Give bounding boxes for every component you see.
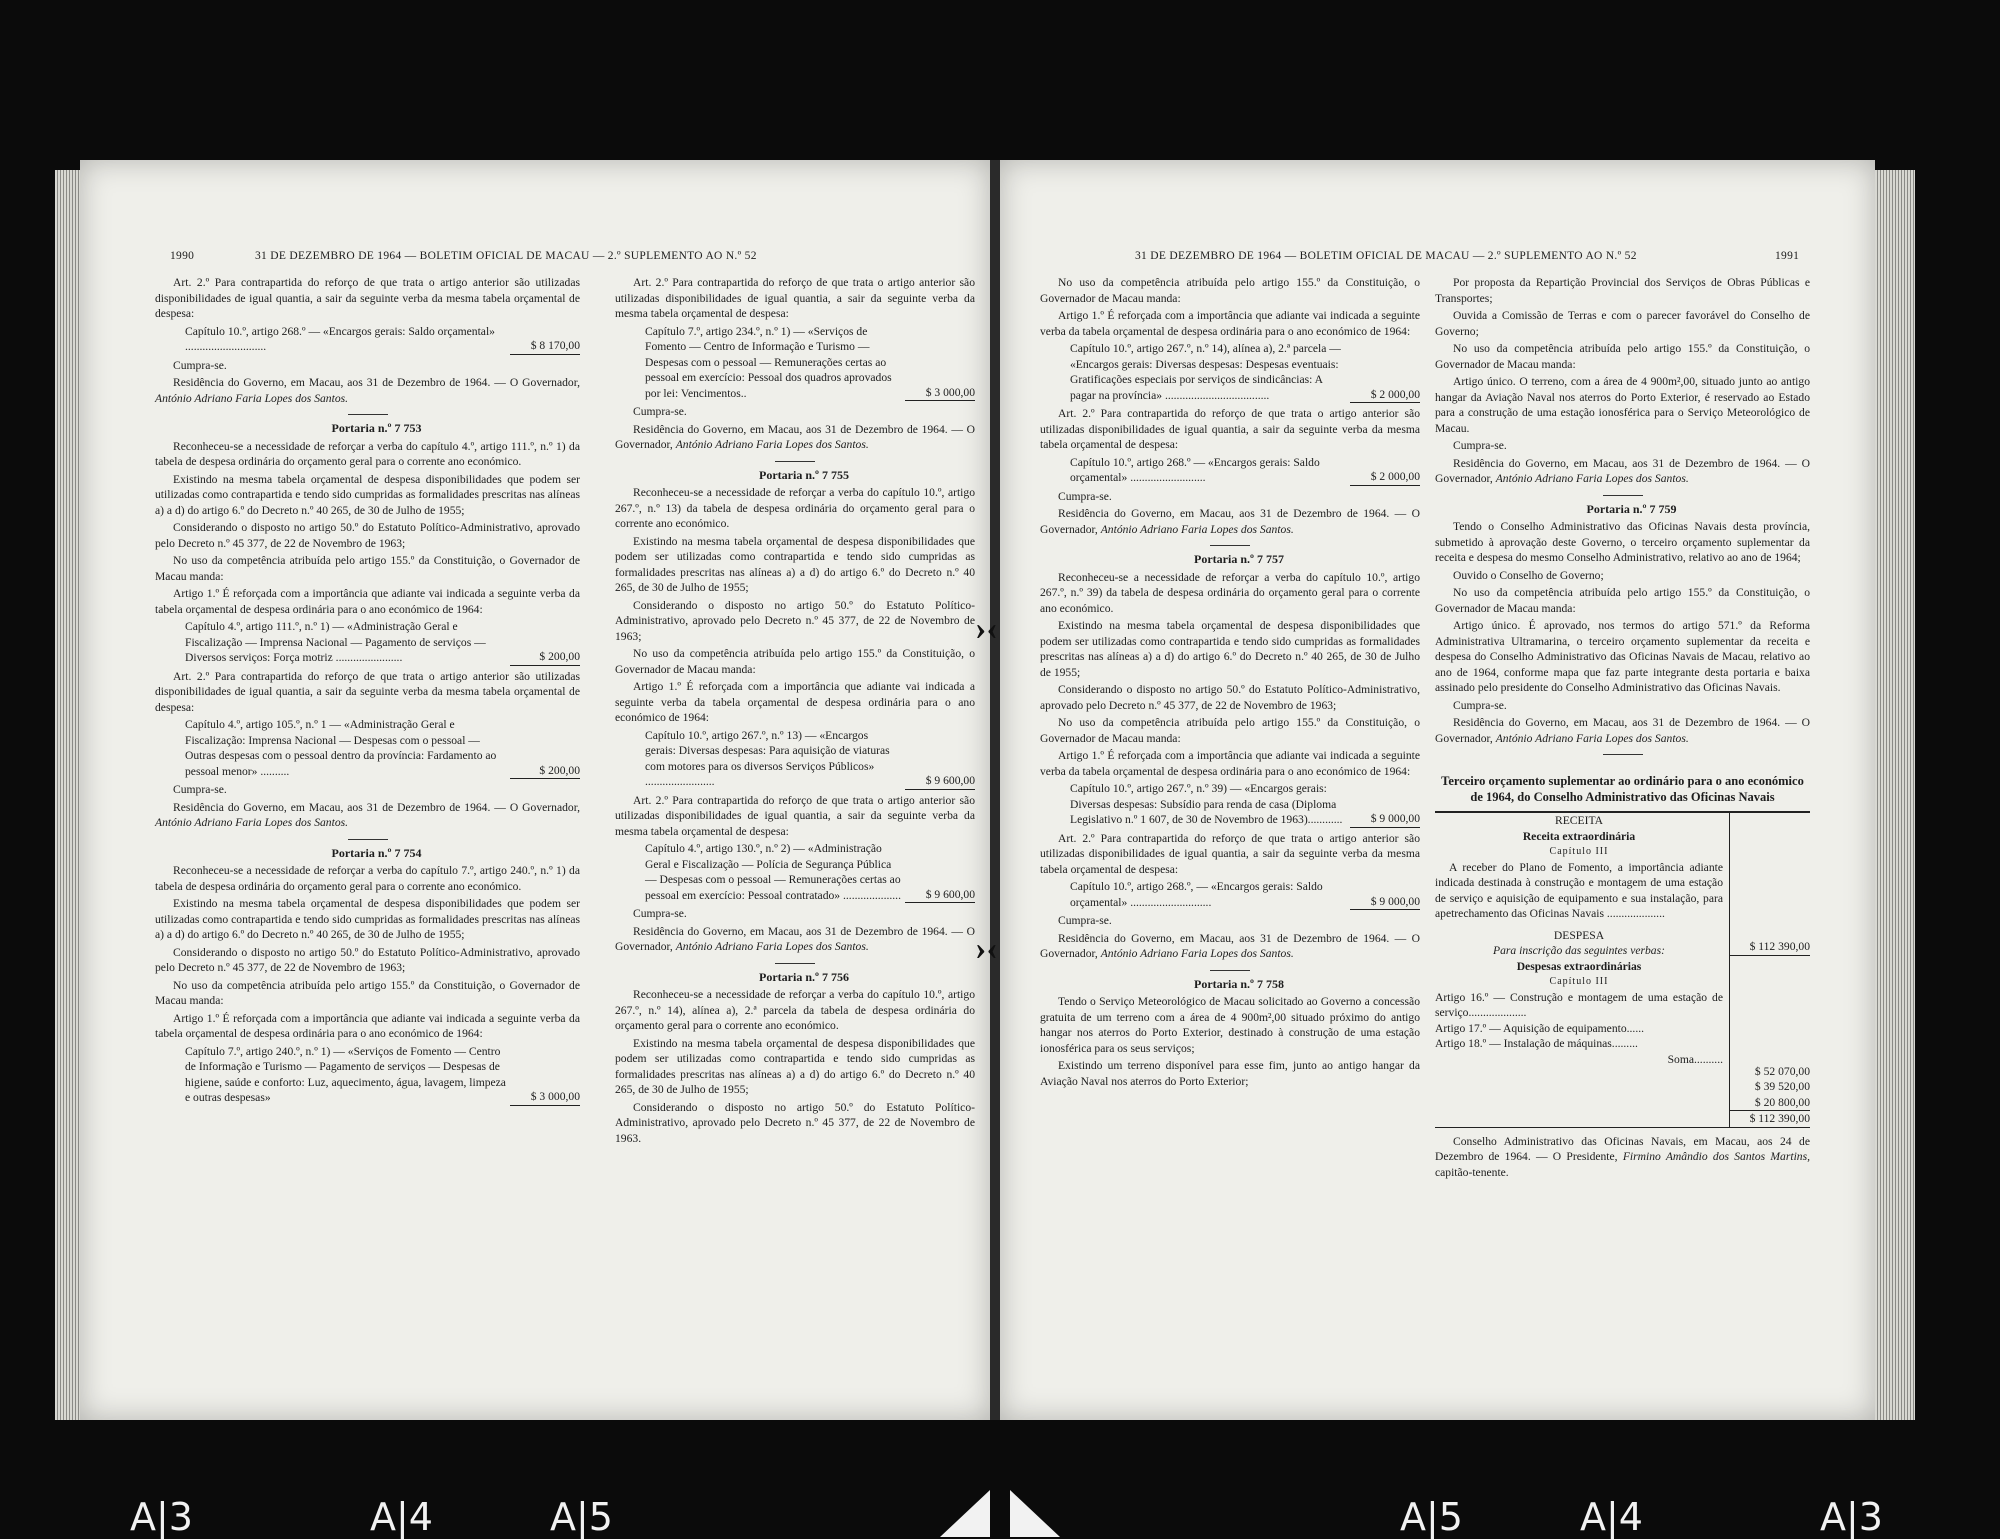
cumpra-se: Cumpra-se. [1453, 698, 1507, 712]
right-page-header: 31 DE DEZEMBRO DE 1964 — BOLETIM OFICIAL DE MACAU — 2.º SUPLEMENTO AO N.º 52 [1135, 250, 1637, 262]
film-label: A|5 [1400, 1495, 1463, 1539]
paragraph: Art. 2.º Para contrapartida do reforço de que trata o artigo anterior são utilizadas disponibilidades de igual quantia, a sair da seguinte verba da mesma tabela orçamental de despesa: [1040, 407, 1420, 451]
budget-descriptions [1435, 813, 1730, 1127]
receita-amount: $ 112 390,00 [1730, 939, 1810, 956]
paragraph: No uso da competência atribuída pelo artigo 155.º da Constituição, o Governador de Macau manda: [1040, 716, 1420, 745]
cumpra-se: Cumpra-se. [1058, 489, 1112, 503]
signature: Residência do Governo, em Macau, aos 31 de Dezembro de 1964. — O Governador, António Adriano Faria Lopes dos Santos. [155, 376, 580, 405]
portaria-title: Portaria n.º 7 755 [759, 467, 849, 482]
portaria-title: Portaria n.º 7 759 [1586, 501, 1677, 516]
paragraph: Tendo o Conselho Administrativo das Oficinas Navais desta província, submetido à aprovação deste Governo, o terceiro orçamento suplementar da receita e despesa do mesmo Conselho Administrativo, relativo ao ano de 1964; [1435, 520, 1810, 564]
paragraph: Artigo 1.º É reforçada com a importância que adiante vai indicada a seguinte verba da tabela orçamental de despesa ordinária para o ano económico de 1964: [1040, 309, 1420, 338]
film-label: A|3 [130, 1495, 193, 1539]
art17-amount: $ 39 520,00 [1754, 1080, 1810, 1093]
receita-subheading: Receita extraordinária [1522, 829, 1636, 843]
binding-mark: ›‹ [975, 610, 998, 647]
portaria-title: Portaria n.º 7 753 [331, 421, 422, 435]
signature: Residência do Governo, em Macau, aos 31 de Dezembro de 1964. — O Governador, António Adriano Faria Lopes dos Santos. [615, 422, 975, 451]
separator [775, 461, 815, 462]
paragraph: Art. 2.º Para contrapartida do reforço de que trata o artigo anterior são utilizadas disponibilidades de igual quantia, a sair da seguinte verba da mesma tabela orçamental de despesa: [155, 276, 580, 320]
left-page-number: 1990 [170, 250, 195, 262]
film-label: A|4 [1580, 1495, 1643, 1539]
despesa-heading: DESPESA [1553, 928, 1605, 942]
paragraph: Reconheceu-se a necessidade de reforçar a verba do capítulo 4.º, artigo 111.º, n.º 1) da tabela de despesa ordinária do orçamento geral para o corrente ano económico. [155, 439, 580, 468]
paragraph: Existindo na mesma tabela orçamental de despesa disponibilidades que podem ser utilizadas como contrapartida e tendo sido cumpridas as formalidades prescritas nas alíneas a) a d) do artigo 6.º do Decreto n.º 40 265, de 30 de Julho de 1955; [155, 472, 580, 517]
paragraph: Art. 2.º Para contrapartida do reforço de que trata o artigo anterior são utilizadas disponibilidades de igual quantia, a sair da seguinte verba da mesma tabela orçamental de despesa: [155, 669, 580, 714]
budget-signature: Conselho Administrativo das Oficinas Navais, em Macau, aos 24 de Dezembro de 1964. — O Presidente, Firmino Amândio dos Santos Martins, capitão-tenente. [1435, 1134, 1810, 1179]
budget-entry: Capítulo 10.º, artigo 267.º, n.º 39) — «Encargos gerais: Diversas despesas: Subsídio para renda de casa (Diploma Legislativo n.º 1 607, de 30 de Novembro de 1963)............ $ 9 000,00 [1070, 782, 1420, 826]
chapter-label: Capítulo III [1549, 976, 1609, 987]
left-page-edges [55, 170, 80, 1420]
paragraph: Ouvida a Comissão de Terras e com o parecer favorável do Conselho de Governo; [1435, 309, 1810, 338]
chapter-label: Capítulo III [1549, 846, 1609, 857]
budget-entry: Capítulo 10.º, artigo 267.º, n.º 13) — «Encargos gerais: Diversas despesas: Para aquisição de viaturas com motores para os diversos Serviços Públicos» ........................ $ 9 600,00 [645, 728, 975, 788]
budget-entry: Capítulo 7.º, artigo 234.º, n.º 1) — «Serviços de Fomento — Centro de Informação e Turismo — Despesas com o pessoal — Remunerações certas ao pessoal em exercício: Pessoal dos quadros aprovados por lei: Vencimentos.. $ 3 000,00 [645, 324, 975, 400]
paragraph: Artigo único. É aprovado, nos termos do artigo 571.º da Reforma Administrativa Ultramarina, o terceiro orçamento suplementar da receita e despesa do Conselho Administrativo das Oficinas Navais de Macau, relativo ao ano de 1964, conforme mapa que faz parte integrante desta portaria e baixa assinado pelo presidente do Conselho Administrativo das Oficinas Navais. [1435, 619, 1810, 694]
paragraph: No uso da competência atribuída pelo artigo 155.º da Constituição, o Governador de Macau manda: [615, 647, 975, 676]
left-column-1 [155, 275, 580, 1109]
despesa-subheading: Para inscrição das seguintes verbas: [1493, 944, 1665, 957]
paragraph: Artigo 1.º É reforçada com a importância que adiante vai indicada a seguinte verba da tabela orçamental de despesa ordinária para o ano económico de 1964: [155, 1011, 580, 1040]
paragraph: Reconheceu-se a necessidade de reforçar a verba do capítulo 10.º, artigo 267.º, n.º 39) da tabela de despesa ordinária do orçamento geral para o corrente ano económico. [1040, 570, 1420, 615]
paragraph: Reconheceu-se a necessidade de reforçar a verba do capítulo 7.º, artigo 240.º, n.º 1) da tabela de despesa ordinária do orçamento geral para o corrente ano económico. [155, 864, 580, 893]
right-page-number: 1991 [1775, 250, 1800, 262]
budget-amounts [1730, 813, 1810, 1127]
paragraph: Considerando o disposto no artigo 50.º do Estatuto Político-Administrativo, aprovado pelo Decreto n.º 45 377, de 22 de Novembro de 1963; [155, 945, 580, 974]
paragraph: Art. 2.º Para contrapartida do reforço de que trata o artigo anterior são utilizadas disponibilidades de igual quantia, a sair da seguinte verba da mesma tabela orçamental de despesa: [615, 276, 975, 320]
paragraph: Existindo na mesma tabela orçamental de despesa disponibilidades que podem ser utilizadas como contrapartida e tendo sido cumpridas as formalidades prescritas nas alíneas a) a d) do artigo 6.º do Decreto n.º 40 265, de 30 de Julho de 1955; [155, 897, 580, 941]
budget-entry: Capítulo 10.º, artigo 268.º, — «Encargos gerais: Saldo orçamental» ............................ $ 9 000,00 [1070, 880, 1420, 909]
separator [348, 839, 388, 840]
separator [1603, 495, 1643, 496]
budget-entry: Capítulo 10.º, artigo 268.º — «Encargos gerais: Saldo orçamental» ............................ $ 8 170,00 [185, 324, 580, 353]
separator [1210, 970, 1250, 971]
cumpra-se: Cumpra-se. [633, 405, 687, 418]
paragraph: No uso da competência atribuída pelo artigo 155.º da Constituição, o Governador de Macau manda: [1435, 586, 1810, 615]
right-column-1 [1040, 275, 1420, 1091]
budget-line-art16: Artigo 16.º — Construção e montagem de uma estação de serviço.................... [1435, 990, 1723, 1019]
receita-text: A receber do Plano de Fomento, a importância adiante indicada destinada à construção e montagem de uma estação de serviço e aquisição de equipamento e sua instalação, para apetrechamento das Oficinas Navais .................... [1435, 860, 1723, 920]
paragraph: Por proposta da Repartição Provincial dos Serviços de Obras Públicas e Transportes; [1435, 276, 1810, 305]
paragraph: Artigo 1.º É reforçada com a importância que adiante vai indicada a seguinte verba da tabela orçamental de despesa ordinária para o ano económico de 1964: [155, 587, 580, 616]
paragraph: Existindo na mesma tabela orçamental de despesa disponibilidades que podem ser utilizadas como contrapartida e tendo sido cumpridas as formalidades prescritas nas alíneas a) a d) do artigo 6.º do Decreto n.º 40 265, de 30 de Julho de 1955; [615, 1036, 975, 1096]
paragraph: No uso da competência atribuída pelo artigo 155.º da Constituição, o Governador de Macau manda: [1435, 342, 1810, 371]
film-label: A|3 [1820, 1495, 1883, 1539]
cumpra-se: Cumpra-se. [1453, 439, 1507, 452]
left-column-2 [615, 275, 975, 1148]
paragraph: Existindo na mesma tabela orçamental de despesa disponibilidades que podem ser utilizadas como contrapartida e tendo sido cumpridas as formalidades prescritas nas alíneas a) a d) do artigo 6.º do Decreto n.º 40 265, de 30 de Julho de 1955; [1040, 619, 1420, 679]
budget-line-soma: Soma.......... [1667, 1052, 1723, 1066]
paragraph: No uso da competência atribuída pelo artigo 155.º da Constituição, o Governador de Macau manda: [155, 554, 580, 583]
cumpra-se: Cumpra-se. [633, 907, 687, 920]
film-arrows-icon [930, 1490, 1070, 1537]
budget-line-art18: Artigo 18.º — Instalação de máquinas......... [1435, 1037, 1638, 1050]
right-page [1000, 160, 1875, 1420]
paragraph: Considerando o disposto no artigo 50.º do Estatuto Político-Administrativo, aprovado pelo Decreto n.º 45 377, de 22 de Novembro de 1963. [615, 1100, 975, 1145]
budget-entry: Capítulo 4.º, artigo 105.º, n.º 1 — «Administração Geral e Fiscalização: Imprensa Nacional — Despesas com o pessoal — Outras despesas com o pessoal dentro da província: Fardamento ao pessoal menor» .......... $ 200,00 [185, 718, 580, 778]
art18-amount: $ 20 800,00 [1730, 1095, 1810, 1112]
despesa-subheading-2: Despesas extraordinárias [1516, 959, 1642, 973]
cumpra-se: Cumpra-se. [173, 783, 227, 796]
signature: Residência do Governo, em Macau, aos 31 de Dezembro de 1964. — O Governador, António Adriano Faria Lopes dos Santos. [1040, 931, 1420, 960]
paragraph: Existindo um terreno disponível para esse fim, junto ao antigo hangar da Aviação Naval nos aterros do Porto Exterior; [1040, 1059, 1420, 1088]
paragraph: Tendo o Serviço Meteorológico de Macau solicitado ao Governo a concessão gratuita de um terreno com a área de 4 900m²,00 situado próximo do antigo hangar nos aterros do Porto Exterior, destinado à construção de uma estação ionosférica para os seus serviços; [1040, 995, 1420, 1055]
paragraph: Art. 2.º Para contrapartida do reforço de que trata o artigo anterior são utilizadas disponibilidades de igual quantia, a sair da seguinte verba da mesma tabela orçamental de despesa: [1040, 831, 1420, 876]
portaria-title: Portaria n.º 7 758 [1194, 976, 1284, 991]
budget-line-art17: Artigo 17.º — Aquisição de equipamento...... [1435, 1021, 1645, 1035]
paragraph: Considerando o disposto no artigo 50.º do Estatuto Político-Administrativo, aprovado pelo Decreto n.º 45 377, de 22 de Novembro de 1963; [615, 598, 975, 643]
budget-title: Terceiro orçamento suplementar ao ordinário para o ano económico de 1964, do Conselho Administrativo das Oficinas Navais [1435, 773, 1810, 813]
soma-amount: $ 112 390,00 [1749, 1112, 1810, 1125]
paragraph: Considerando o disposto no artigo 50.º do Estatuto Político-Administrativo, aprovado pelo Decreto n.º 45 377, de 22 de Novembro de 1963; [155, 521, 580, 550]
paragraph: Artigo único. O terreno, com a área de 4 900m²,00, situado junto ao antigo hangar da Aviação Naval nos aterros do Porto Exterior, é reservado ao Estado para a construção de uma estação ionosférica para o Serviço Meteorológico de Macau. [1435, 375, 1810, 435]
art16-amount: $ 52 070,00 [1754, 1064, 1810, 1078]
budget-entry: Capítulo 4.º, artigo 111.º, n.º 1) — «Administração Geral e Fiscalização — Imprensa Nacional — Pagamento de serviços — Diversos serviços: Força motriz ....................... $ 200,00 [185, 620, 580, 664]
paragraph: Reconheceu-se a necessidade de reforçar a verba do capítulo 10.º, artigo 267.º, n.º 13) da tabela de despesa ordinária do orçamento geral para o corrente ano económico. [615, 486, 975, 530]
paragraph: Reconheceu-se a necessidade de reforçar a verba do capítulo 10.º, artigo 267.º, n.º 14), alínea a), 2.ª parcela da tabela de despesa ordinária do orçamento geral para o corrente ano económico. [615, 988, 975, 1032]
binding-mark: ›‹ [975, 930, 998, 967]
paragraph: Artigo 1.º É reforçada com a importância que adiante vai indicada a seguinte verba da tabela orçamental de despesa ordinária para o ano económico de 1964: [1040, 749, 1420, 778]
budget-entry: Capítulo 10.º, artigo 268.º — «Encargos gerais: Saldo orçamental» .......................... $ 2 000,00 [1070, 455, 1420, 484]
separator [1603, 754, 1643, 755]
cumpra-se: Cumpra-se. [173, 358, 227, 372]
paragraph: Considerando o disposto no artigo 50.º do Estatuto Político-Administrativo, aprovado pelo Decreto n.º 45 377, de 22 de Novembro de 1963; [1040, 683, 1420, 712]
left-page [80, 160, 990, 1420]
paragraph: Ouvido o Conselho de Governo; [1453, 568, 1604, 582]
signature: Residência do Governo, em Macau, aos 31 de Dezembro de 1964. — O Governador, António Adriano Faria Lopes dos Santos. [155, 800, 580, 829]
separator [775, 963, 815, 964]
paragraph: No uso da competência atribuída pelo artigo 155.º da Constituição, o Governador de Macau manda: [1040, 276, 1420, 305]
film-label: A|4 [370, 1495, 433, 1539]
signature: Residência do Governo, em Macau, aos 31 de Dezembro de 1964. — O Governador, António Adriano Faria Lopes dos Santos. [1040, 507, 1420, 536]
portaria-title: Portaria n.º 7 754 [331, 845, 422, 860]
receita-heading: RECEITA [1554, 814, 1604, 827]
film-label: A|5 [550, 1495, 613, 1539]
separator [1210, 545, 1250, 546]
signature: Residência do Governo, em Macau, aos 31 de Dezembro de 1964. — O Governador, António Adriano Faria Lopes dos Santos. [615, 924, 975, 953]
cumpra-se: Cumpra-se. [1058, 914, 1112, 927]
paragraph: Artigo 1.º É reforçada com a importância que adiante vai indicada a seguinte verba da tabela orçamental de despesa ordinária para o ano económico de 1964: [615, 680, 975, 724]
separator [348, 414, 388, 415]
paragraph: Existindo na mesma tabela orçamental de despesa disponibilidades que podem ser utilizadas como contrapartida e tendo sido cumpridas as formalidades prescritas nas alíneas a) a d) do artigo 6.º do Decreto n.º 40 265, de 30 de Julho de 1955; [615, 534, 975, 594]
book-gutter [990, 160, 1000, 1420]
signature: Residência do Governo, em Macau, aos 31 de Dezembro de 1964. — O Governador, António Adriano Faria Lopes dos Santos. [1435, 716, 1810, 745]
right-column-2 [1435, 275, 1810, 1182]
paragraph: No uso da competência atribuída pelo artigo 155.º da Constituição, o Governador de Macau manda: [155, 978, 580, 1007]
signature: Residência do Governo, em Macau, aos 31 de Dezembro de 1964. — O Governador, António Adriano Faria Lopes dos Santos. [1435, 456, 1810, 485]
left-page-header: 31 DE DEZEMBRO DE 1964 — BOLETIM OFICIAL DE MACAU — 2.º SUPLEMENTO AO N.º 52 [255, 250, 757, 262]
budget-entry: Capítulo 10.º, artigo 267.º, n.º 14), alínea a), 2.ª parcela — «Encargos gerais: Diversas despesas: Despesas eventuais: Gratificações especiais por serviços de sindicâncias: A pagar na província» .................................... $ 2 000,00 [1070, 342, 1420, 402]
budget-entry: Capítulo 7.º, artigo 240.º, n.º 1) — «Serviços de Fomento — Centro de Informação e Turismo — Pagamento de serviços — Despesas de higiene, saúde e conforto: Luz, aquecimento, água, lavagem, limpeza e outras despesas» $ 3 000,00 [185, 1044, 580, 1104]
portaria-title: Portaria n.º 7 756 [759, 969, 849, 984]
paragraph: Art. 2.º Para contrapartida do reforço de que trata o artigo anterior são utilizadas disponibilidades de igual quantia, a sair da seguinte verba da mesma tabela orçamental de despesa: [615, 793, 975, 838]
right-page-edges [1875, 170, 1915, 1420]
portaria-title: Portaria n.º 7 757 [1194, 552, 1284, 566]
budget-entry: Capítulo 4.º, artigo 130.º, n.º 2) — «Administração Geral e Fiscalização — Polícia de Segurança Pública — Despesas com o pessoal — Remunerações certas ao pessoal em exercício: Pessoal contratado» .................... $ 9 600,00 [645, 842, 975, 902]
budget-table [1435, 813, 1810, 1128]
